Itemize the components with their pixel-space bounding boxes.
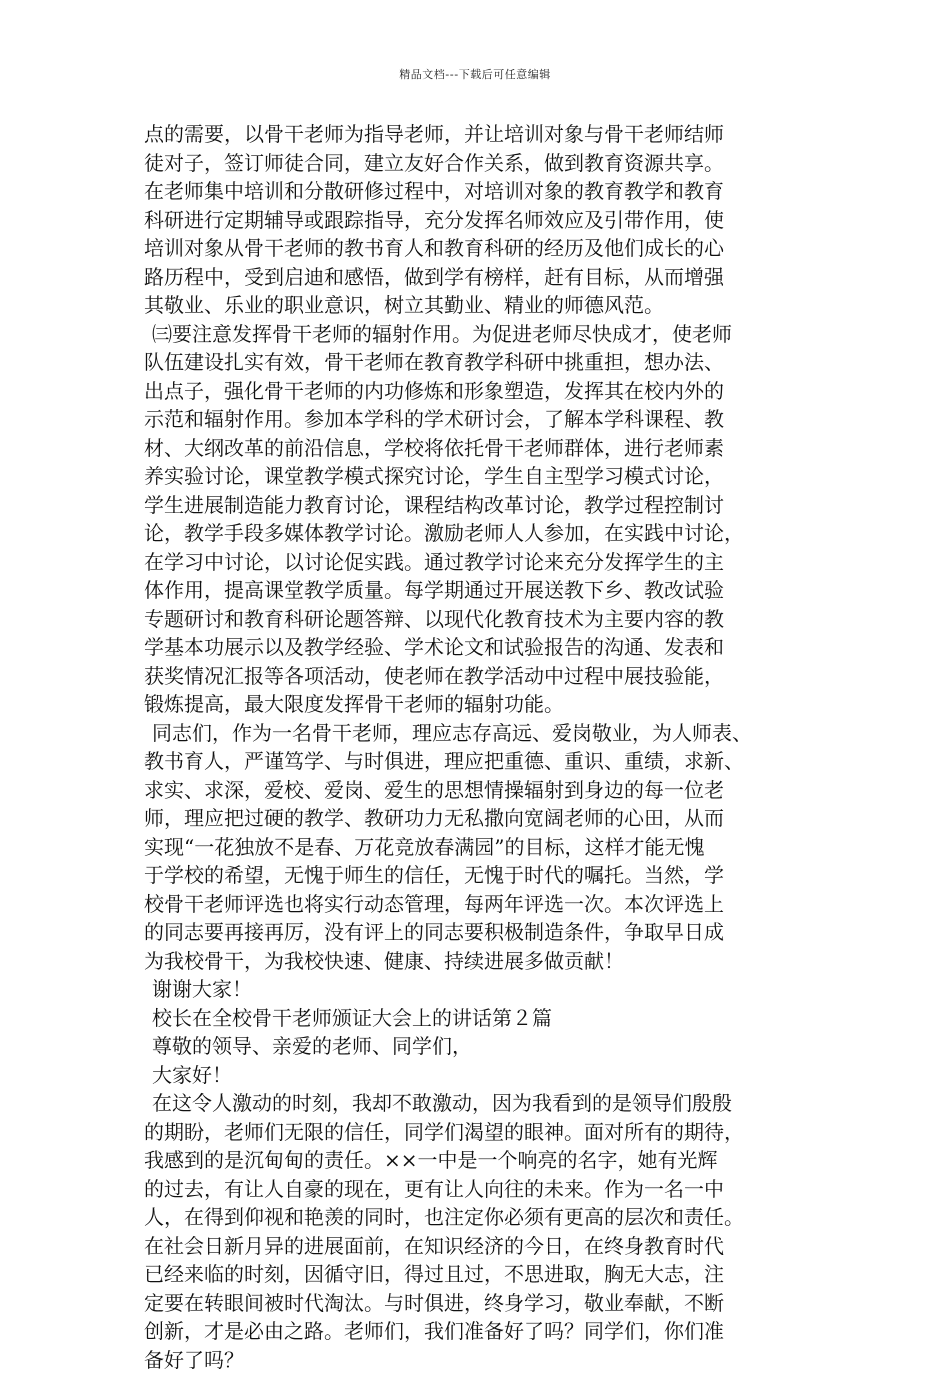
text-line: 路历程中，受到启迪和感悟，做到学有榜样，赶有目标，从而增强: [144, 263, 824, 292]
text-line: 已经来临的时刻，因循守旧，得过且过，不思进取，胸无大志，注: [144, 1260, 824, 1289]
text-line: 体作用，提高课堂教学质量。每学期通过开展送教下乡、教改试验: [144, 576, 824, 605]
text-line: 示范和辐射作用。参加本学科的学术研讨会，了解本学科课程、教: [144, 405, 824, 434]
text-line: 的过去，有让人自豪的现在，更有让人向往的未来。作为一名一中: [144, 1175, 824, 1204]
text-line: 在学习中讨论，以讨论促实践。通过教学讨论来充分发挥学生的主: [144, 548, 824, 577]
page-header: 精品文档---下载后可任意编辑: [0, 66, 950, 82]
text-line: 在社会日新月异的进展面前，在知识经济的今日，在终身教育时代: [144, 1232, 824, 1261]
text-line: 锻炼提高，最大限度发挥骨干老师的辐射功能。: [144, 690, 824, 719]
paragraph-start-line: 同志们，作为一名骨干老师，理应志存高远、爱岗敬业，为人师表、: [144, 719, 824, 748]
text-line: 的期盼，老师们无限的信任，同学们渴望的眼神。面对所有的期待，: [144, 1118, 824, 1147]
text-line: 教书育人，严谨笃学、与时俱进，理应把重德、重识、重绩，求新、: [144, 747, 824, 776]
salutation-line: 尊敬的领导、亲爱的老师、同学们，: [144, 1032, 824, 1061]
text-line: 培训对象从骨干老师的教书育人和教育科研的经历及他们成长的心: [144, 234, 824, 263]
text-line: 的同志要再接再厉，没有评上的同志要积极制造条件，争取早日成: [144, 918, 824, 947]
section-title: 校长在全校骨干老师颁证大会上的讲话第２篇: [144, 1004, 824, 1033]
text-line: 学生进展制造能力教育讨论，课程结构改革讨论，教学过程控制讨: [144, 491, 824, 520]
text-line: 为我校骨干，为我校快速、健康、持续进展多做贡献！: [144, 947, 824, 976]
paragraph-start-line: 在这令人激动的时刻，我却不敢激动，因为我看到的是领导们殷殷: [144, 1089, 824, 1118]
paragraph-start-line: ㈢要注意发挥骨干老师的辐射作用。为促进老师尽快成才，使老师: [144, 320, 824, 349]
text-line: 论，教学手段多媒体教学讨论。激励老师人人参加，在实践中讨论，: [144, 519, 824, 548]
text-line: 人，在得到仰视和艳羡的同时，也注定你必须有更高的层次和责任。: [144, 1203, 824, 1232]
text-line: 其敬业、乐业的职业意识，树立其勤业、精业的师德风范。: [144, 291, 824, 320]
text-line: 校骨干老师评选也将实行动态管理，每两年评选一次。本次评选上: [144, 890, 824, 919]
text-line: 专题研讨和教育科研论题答辩、以现代化教育技术为主要内容的教: [144, 605, 824, 634]
text-line: 学基本功展示以及教学经验、学术论文和试验报告的沟通、发表和: [144, 633, 824, 662]
greeting-line: 大家好！: [144, 1061, 824, 1090]
text-line: 养实验讨论，课堂教学模式探究讨论，学生自主型学习模式讨论，: [144, 462, 824, 491]
text-line: 徒对子，签订师徒合同，建立友好合作关系，做到教育资源共享。: [144, 149, 824, 178]
text-line: 队伍建设扎实有效，骨干老师在教育教学科研中挑重担，想办法、: [144, 348, 824, 377]
text-line: 材、大纲改革的前沿信息，学校将依托骨干老师群体，进行老师素: [144, 434, 824, 463]
text-line: 师，理应把过硬的教学、教研功力无私撒向宽阔老师的心田，从而: [144, 804, 824, 833]
text-line: 科研进行定期辅导或跟踪指导，充分发挥名师效应及引带作用，使: [144, 206, 824, 235]
text-line: 我感到的是沉甸甸的责任。××一中是一个响亮的名字，她有光辉: [144, 1146, 824, 1175]
text-line: 实现“一花独放不是春、万花竞放春满园”的目标，这样才能无愧: [144, 833, 824, 862]
text-line: 点的需要，以骨干老师为指导老师，并让培训对象与骨干老师结师: [144, 120, 824, 149]
text-line: 求实、求深，爱校、爱岗、爱生的思想情操辐射到身边的每一位老: [144, 776, 824, 805]
text-line: 备好了吗？: [144, 1346, 824, 1374]
paragraph-start-line: 谢谢大家！: [144, 975, 824, 1004]
text-line: 获奖情况汇报等各项活动，使老师在教学活动中过程中展技验能，: [144, 662, 824, 691]
text-line: 在老师集中培训和分散研修过程中，对培训对象的教育教学和教育: [144, 177, 824, 206]
text-line: 创新，才是必由之路。老师们，我们准备好了吗？同学们，你们准: [144, 1317, 824, 1346]
text-line: 定要在转眼间被时代淘汰。与时俱进，终身学习，敬业奉献，不断: [144, 1289, 824, 1318]
text-line: 于学校的希望，无愧于师生的信任，无愧于时代的嘱托。当然，学: [144, 861, 824, 890]
text-line: 出点子，强化骨干老师的内功修炼和形象塑造，发挥其在校内外的: [144, 377, 824, 406]
document-body: [144, 120, 824, 1374]
